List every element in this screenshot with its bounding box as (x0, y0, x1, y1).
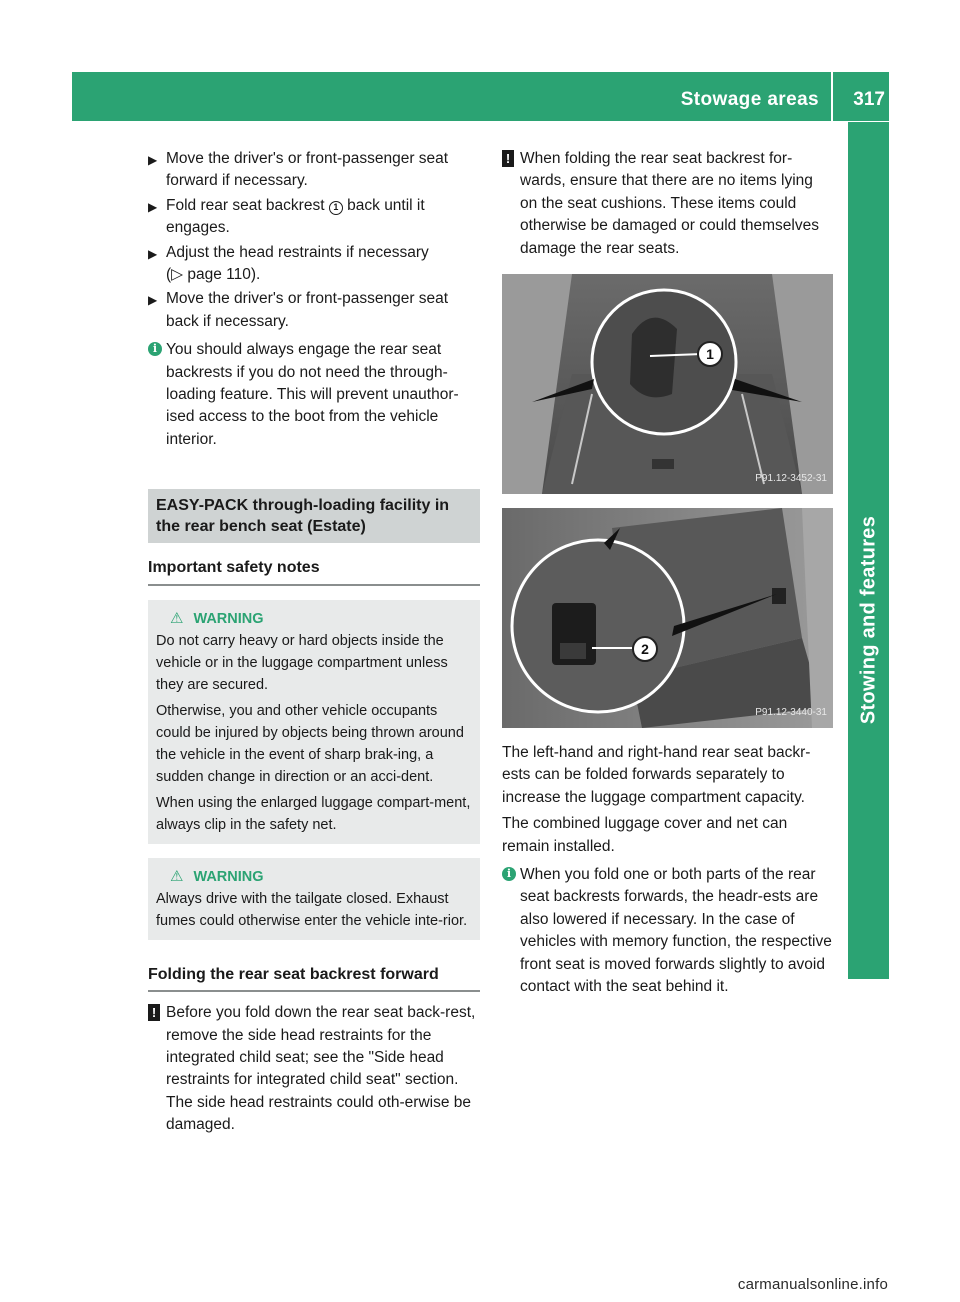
warning-box-2 (148, 858, 480, 940)
header-title: Stowage areas (680, 89, 819, 110)
chapter-tab-label: Stowing and features (857, 515, 880, 725)
info-icon: i (502, 867, 516, 881)
warning-box-1 (148, 600, 480, 844)
figure-1-callout: 1 (697, 341, 723, 367)
step-4 (148, 288, 480, 333)
warning-triangle-icon: ⚠ (170, 609, 184, 627)
warning-2-title: WARNING (193, 868, 264, 885)
caution-note-right (502, 148, 834, 260)
step-arrow-icon: ▶ (148, 153, 158, 167)
caution-icon: ! (148, 1004, 160, 1021)
chapter-tab (848, 122, 889, 889)
info-note-text: You should always engage the rear seat backrests if you do not need the through-loading feature. This will prevent unauthor-ised access to the boot from the vehicle interior. (166, 341, 459, 448)
step-2-text: Fold rear seat backrest (166, 196, 325, 214)
figure-luggage-compartment (502, 274, 833, 494)
paragraph-2: The combined luggage cover and net can remain installed. (502, 815, 788, 855)
info-icon: i (148, 342, 162, 356)
header-separator (831, 72, 833, 121)
rear-seat-illustration (502, 508, 833, 728)
caution-note-right-text: When folding the rear seat backrest for-wards, ensure that there are no items lying on the seat cushions. These items could otherwise be damaged or could themselves damage the rear seats. (520, 150, 819, 257)
step-1 (148, 148, 480, 193)
warning-2-para-1: Always drive with the tailgate closed. Exhaust fumes could otherwise enter the vehicle inte-rior. (156, 890, 468, 929)
page-reference-link[interactable]: (▷ page 110). (166, 266, 261, 284)
info-note-right-text: When you fold one or both parts of the rear seat backrests forwards, the headr-ests are also lowered if necessary. In the case of vehicles with memory function, the respective front seat is moved forwards slightly to avoid contact with the seat behind it. (520, 866, 832, 996)
caution-note-left (148, 1002, 480, 1136)
warning-triangle-icon: ⚠ (170, 867, 184, 885)
step-2-tail: back until it engages. (166, 196, 425, 237)
warning-1-para-2: Otherwise, you and other vehicle occupants could be injured by objects being thrown around the vehicle in the event of sharp brak-ing, a sudden change in direction or an acci-dent. (156, 702, 464, 785)
callout-1-icon: 1 (329, 201, 343, 215)
info-note-right (502, 864, 834, 998)
step-2 (148, 195, 480, 240)
page-header (72, 72, 889, 121)
luggage-compartment-illustration (502, 274, 833, 494)
warning-1-para-1: Do not carry heavy or hard objects inside the vehicle or in the luggage compartment unless they are secured. (156, 632, 448, 693)
info-note (148, 339, 480, 451)
step-3 (148, 242, 480, 287)
paragraph-1: The left-hand and right-hand rear seat backr-ests can be folded forwards separately to increase the luggage compartment capacity. (502, 744, 811, 806)
subheading-safety-notes: Important safety notes (148, 557, 480, 585)
chapter-tab-marker (848, 889, 889, 979)
warning-2-title-row (170, 866, 472, 888)
warning-1-para-3: When using the enlarged luggage compart-ment, always clip in the safety net. (156, 794, 471, 833)
right-column (502, 148, 834, 1003)
step-4-text: Move the driver's or front-passenger seat back if necessary. (166, 290, 449, 330)
figure-2-callout: 2 (632, 636, 658, 662)
section-heading: EASY-PACK through-loading facility in the rear bench seat (Estate) (148, 489, 480, 543)
figure-2-code: P91.12-3440-31 (755, 706, 827, 718)
step-3-text: Adjust the head restraints if necessary (166, 243, 429, 261)
caution-note-left-text: Before you fold down the rear seat back-rest, remove the side head restraints for the integrated child seat; see the "Side head restraints for integrated child seat" section. The side head restraints could oth-erwise be damaged. (166, 1004, 476, 1134)
warning-1-title: WARNING (193, 610, 264, 627)
step-arrow-icon: ▶ (148, 199, 158, 214)
warning-1-title-row (170, 608, 472, 630)
chapter-tab-label-wrap (849, 515, 889, 725)
figure-1-code: P91.12-3452-31 (755, 472, 827, 484)
subheading-folding: Folding the rear seat backrest forward (148, 964, 480, 992)
step-arrow-icon: ▶ (148, 246, 158, 261)
step-arrow-icon: ▶ (148, 293, 158, 308)
caution-icon: ! (502, 150, 514, 167)
page-number: 317 (853, 89, 885, 110)
left-column (148, 148, 480, 1141)
figure-rear-seat (502, 508, 833, 728)
step-1-text: Move the driver's or front-passenger seat forward if necessary. (166, 150, 449, 190)
watermark[interactable]: carmanualsonline.info (737, 1276, 888, 1293)
